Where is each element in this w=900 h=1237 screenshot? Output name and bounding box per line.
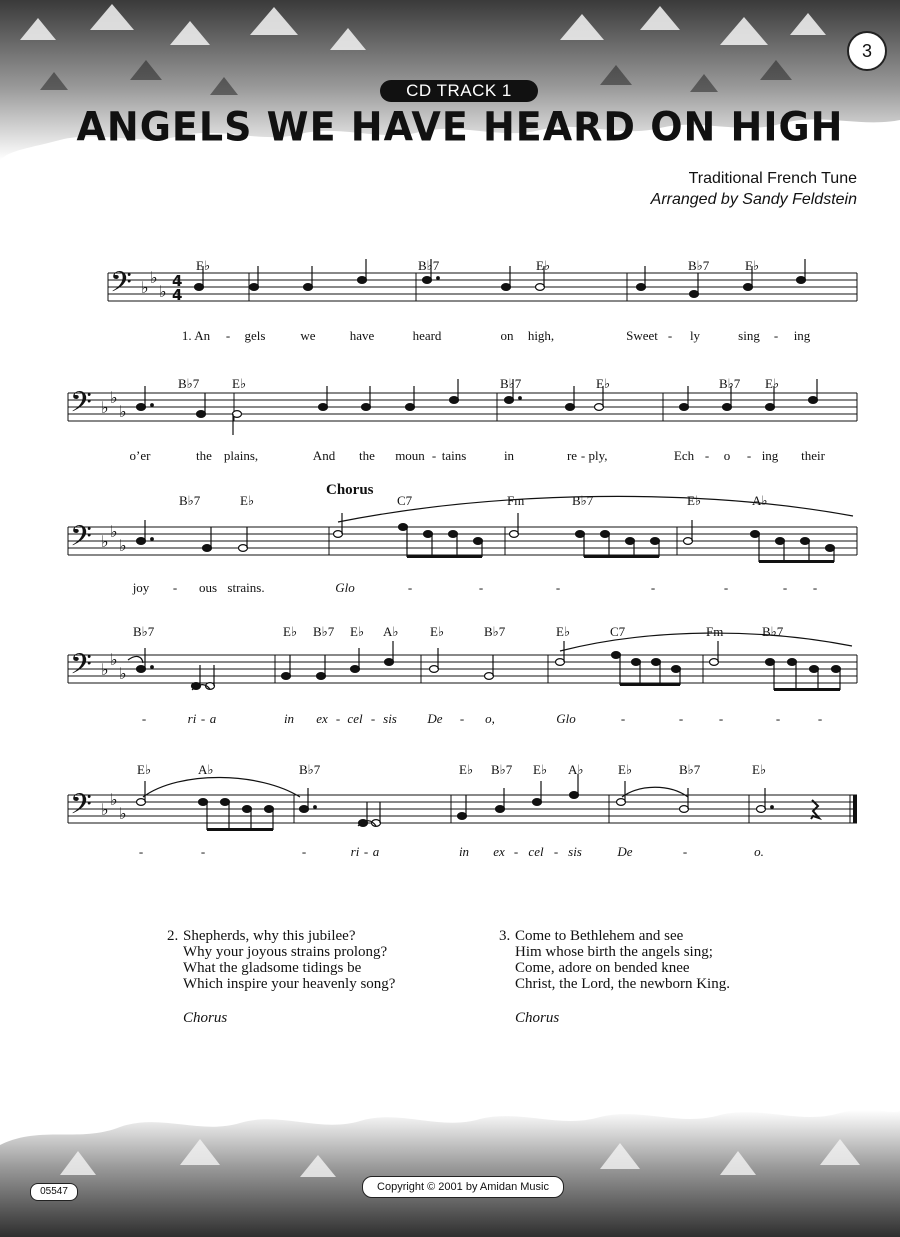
chord-symbol: A♭ xyxy=(752,493,768,508)
lyric-syllable: ing xyxy=(793,328,811,343)
lyric-syllable: - xyxy=(678,711,684,726)
chord-symbol: E♭ xyxy=(350,624,365,639)
lyric-syllable: ex xyxy=(493,844,505,859)
lyric-syllable: we xyxy=(300,328,316,343)
lyric-syllable: - xyxy=(513,844,519,859)
verse-number: 3. xyxy=(499,928,511,944)
lyric-syllable: ri xyxy=(350,844,360,859)
chord-symbol: B♭7 xyxy=(418,258,440,273)
svg-text:♭: ♭ xyxy=(141,278,149,297)
svg-text:♭: ♭ xyxy=(110,388,118,407)
chord-symbol: E♭ xyxy=(752,762,767,777)
chord-symbol: E♭ xyxy=(430,624,445,639)
lyric-syllable: - xyxy=(363,844,369,859)
lyric-syllable: Sweet xyxy=(626,328,658,343)
lyric-syllable: - xyxy=(225,328,231,343)
lyric-syllable: tains xyxy=(441,448,467,463)
lyric-syllable: - xyxy=(723,580,729,595)
final-barline xyxy=(853,795,857,823)
chorus-label: Chorus xyxy=(326,482,374,498)
lyric-syllable: - xyxy=(200,844,206,859)
svg-text:♭: ♭ xyxy=(110,650,118,669)
svg-text:4: 4 xyxy=(172,286,183,304)
verse-3 xyxy=(499,928,730,1026)
chord-symbol: B♭7 xyxy=(688,258,710,273)
key-signature-flats xyxy=(101,268,167,823)
chord-symbol: A♭ xyxy=(568,762,584,777)
chord-symbol: B♭7 xyxy=(299,762,321,777)
lyric-syllable: on xyxy=(500,328,514,343)
lyric-syllable: - xyxy=(172,580,178,595)
bass-clef-icon: 𝄢 xyxy=(70,386,92,426)
chord-symbol: B♭7 xyxy=(762,624,784,639)
staff-system-3 xyxy=(68,527,857,555)
lyric-syllable: plains, xyxy=(223,448,259,463)
lyric-syllable: - xyxy=(718,711,724,726)
chord-symbol: B♭7 xyxy=(178,376,200,391)
lyric-syllable: o’er xyxy=(129,448,151,463)
verse-line: Come, adore on bended knee xyxy=(515,960,690,976)
svg-text:♭: ♭ xyxy=(159,282,167,301)
verse-line: Shepherds, why this jubilee? xyxy=(183,928,356,944)
lyric-syllable: - xyxy=(200,711,206,726)
verse-line: Him whose birth the angels sing; xyxy=(515,944,713,960)
lyric-syllable: - xyxy=(407,580,413,595)
lyric-syllable: sing xyxy=(738,328,760,343)
lyric-syllable: - xyxy=(459,711,465,726)
song-title: ANGELS WE HAVE HEARD ON HIGH xyxy=(76,103,844,151)
chord-symbol: E♭ xyxy=(596,376,611,391)
lyric-syllable: joy xyxy=(132,580,150,595)
lyric-syllable: - xyxy=(370,711,376,726)
lyric-syllable: - xyxy=(580,448,586,463)
chord-symbol: Fm xyxy=(706,624,724,639)
lyric-syllable: - xyxy=(650,580,656,595)
lyric-syllable: o, xyxy=(485,711,495,726)
lyric-syllable: - xyxy=(782,580,788,595)
staff-system-4 xyxy=(68,655,857,683)
lyric-syllable: - xyxy=(478,580,484,595)
page-number: 3 xyxy=(847,31,887,71)
lyric-syllable: the xyxy=(359,448,375,463)
chord-symbol: B♭7 xyxy=(500,376,522,391)
lyric-syllable: - xyxy=(817,711,823,726)
chord-symbol: E♭ xyxy=(232,376,247,391)
svg-text:♭: ♭ xyxy=(110,522,118,541)
chord-symbol: B♭7 xyxy=(719,376,741,391)
chord-symbol: E♭ xyxy=(459,762,474,777)
lyric-syllable: cel xyxy=(528,844,544,859)
svg-text:♭: ♭ xyxy=(101,398,109,417)
chord-symbol: C7 xyxy=(397,493,413,508)
cd-track-badge: CD TRACK 1 xyxy=(380,80,538,102)
notes xyxy=(137,259,841,831)
chord-symbol: B♭7 xyxy=(572,493,594,508)
verse-2 xyxy=(167,928,395,1026)
svg-text:♭: ♭ xyxy=(119,804,127,823)
lyric-syllable: - xyxy=(141,711,147,726)
svg-text:♭: ♭ xyxy=(110,790,118,809)
verse-line: Come to Bethlehem and see xyxy=(515,928,684,944)
verse-number: 2. xyxy=(167,928,179,944)
lyric-syllable: - xyxy=(775,711,781,726)
composer-credit: Traditional French Tune xyxy=(688,170,857,187)
verse-line: Why your joyous strains prolong? xyxy=(183,944,388,960)
lyric-syllable: a xyxy=(209,711,217,726)
lyric-syllable: high, xyxy=(527,328,555,343)
lyric-syllable: - xyxy=(555,580,561,595)
chord-symbol: E♭ xyxy=(196,258,211,273)
chord-symbol: E♭ xyxy=(536,258,551,273)
lyric-syllable: in xyxy=(503,448,515,463)
lyric-syllable: in xyxy=(283,711,295,726)
lyric-syllable: - xyxy=(704,448,710,463)
chord-symbol: E♭ xyxy=(137,762,152,777)
lyric-syllable: ous xyxy=(198,580,218,595)
lyric-syllable: heard xyxy=(412,328,442,343)
lyric-syllable: re xyxy=(566,448,578,463)
chord-symbol: E♭ xyxy=(533,762,548,777)
lyric-syllable: ply, xyxy=(588,448,608,463)
lyric-syllable: De xyxy=(617,844,633,859)
lyric-syllable: De xyxy=(427,711,443,726)
chord-symbol: B♭7 xyxy=(484,624,506,639)
staff-system-2 xyxy=(68,393,857,421)
lyric-syllable: o xyxy=(723,448,731,463)
chord-symbol: C7 xyxy=(610,624,626,639)
lyric-syllable: - xyxy=(335,711,341,726)
verse-chorus-cue: Chorus xyxy=(183,1010,228,1026)
lyric-syllable: a xyxy=(372,844,380,859)
lyric-syllable: - xyxy=(553,844,559,859)
lyric-syllable: Glo xyxy=(556,711,576,726)
lyric-syllable: ex xyxy=(316,711,328,726)
chord-symbol: E♭ xyxy=(687,493,702,508)
svg-text:♭: ♭ xyxy=(101,532,109,551)
verse-line: What the gladsome tidings be xyxy=(183,960,362,976)
lyric-syllable: Glo xyxy=(335,580,355,595)
lyric-syllable: - xyxy=(667,328,673,343)
chord-symbol: E♭ xyxy=(745,258,760,273)
lyric-syllable: ri xyxy=(187,711,197,726)
svg-text:♭: ♭ xyxy=(101,800,109,819)
copyright-notice: Copyright © 2001 by Amidan Music xyxy=(362,1176,564,1198)
svg-text:♭: ♭ xyxy=(119,402,127,421)
lyric-syllable: ing xyxy=(761,448,779,463)
svg-text:4: 4 xyxy=(172,272,183,290)
chord-symbol: B♭7 xyxy=(179,493,201,508)
chord-symbol: B♭7 xyxy=(491,762,513,777)
lyric-syllable: cel xyxy=(347,711,363,726)
lyric-syllable: o. xyxy=(754,844,764,859)
lyric-syllable: gels xyxy=(244,328,266,343)
lyric-syllable: in xyxy=(458,844,470,859)
chord-symbol: B♭7 xyxy=(133,624,155,639)
svg-text:♭: ♭ xyxy=(101,660,109,679)
lyric-syllable: - xyxy=(301,844,307,859)
lyric-syllable: Ech xyxy=(673,448,695,463)
chord-symbol: E♭ xyxy=(556,624,571,639)
verse-line: Christ, the Lord, the newborn King. xyxy=(515,976,730,992)
lyric-syllable: ly xyxy=(689,328,701,343)
lyric-syllable: moun xyxy=(395,448,425,463)
lyric-syllable: their xyxy=(801,448,825,463)
lyric-syllable: have xyxy=(349,328,375,343)
bass-clef-icon: 𝄢 xyxy=(70,788,92,828)
lyric-syllable: sis xyxy=(383,711,397,726)
svg-text:♭: ♭ xyxy=(119,664,127,683)
time-signature xyxy=(172,272,182,304)
bass-clef-icon: 𝄢 xyxy=(110,266,132,306)
lyric-syllable: - xyxy=(620,711,626,726)
chord-symbol: A♭ xyxy=(383,624,399,639)
chord-symbol: Fm xyxy=(507,493,525,508)
arranger-credit: Arranged by Sandy Feldstein xyxy=(650,191,857,208)
svg-text:♭: ♭ xyxy=(119,536,127,555)
bass-clef-icon: 𝄢 xyxy=(70,520,92,560)
lyric-syllable: And xyxy=(312,448,336,463)
lyric-syllable: 1. An xyxy=(181,328,211,343)
lyric-syllable: strains. xyxy=(227,580,265,595)
verse-line: Which inspire your heavenly song? xyxy=(183,976,396,992)
catalog-number: 05547 xyxy=(30,1183,78,1201)
bass-clef-icon: 𝄢 xyxy=(70,648,92,688)
lyric-syllable: - xyxy=(746,448,752,463)
verse-chorus-cue: Chorus xyxy=(515,1010,560,1026)
chord-symbol: B♭7 xyxy=(679,762,701,777)
chord-symbol: B♭7 xyxy=(313,624,335,639)
lyric-syllable: - xyxy=(138,844,144,859)
lyric-syllable: - xyxy=(431,448,437,463)
chord-symbol: A♭ xyxy=(198,762,214,777)
chord-symbol: E♭ xyxy=(240,493,255,508)
svg-text:♭: ♭ xyxy=(150,268,158,287)
lyric-syllable: - xyxy=(773,328,779,343)
chord-symbol: E♭ xyxy=(283,624,298,639)
lyric-syllable: the xyxy=(196,448,212,463)
chord-symbol: E♭ xyxy=(618,762,633,777)
lyric-syllable: - xyxy=(682,844,688,859)
lyric-syllable: sis xyxy=(568,844,582,859)
lyric-syllable: - xyxy=(812,580,818,595)
chord-symbol: E♭ xyxy=(765,376,780,391)
